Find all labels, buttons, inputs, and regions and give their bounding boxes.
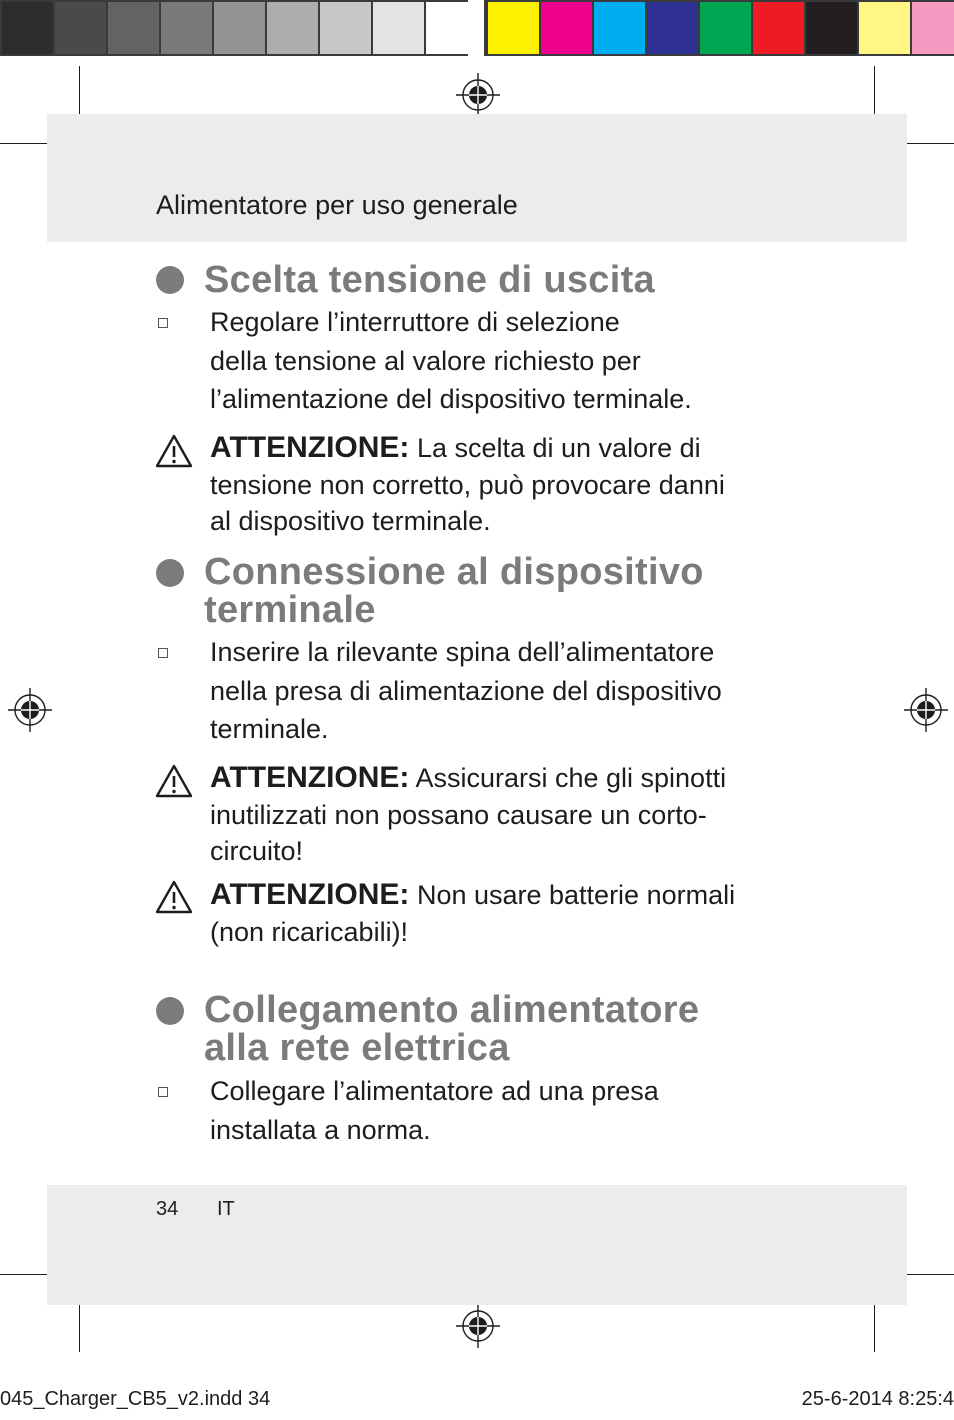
step-checkbox [158,1087,168,1097]
color-swatch [806,2,857,54]
gray-swatch [214,2,265,54]
step-text: Collegare l’alimentatore ad una presa installata a norma. [210,1076,659,1145]
step-checkbox [158,648,168,658]
section-heading: Connessione al dispositivo terminale [204,551,704,631]
color-swatch [700,2,751,54]
color-swatch [594,2,645,54]
section-heading: Scelta tensione di uscita [204,259,655,301]
step-text: Inserire la rilevante spina dell’alimentatore nella presa di alimentazione del dispositivo terminale. [210,637,722,744]
color-swatch [541,2,592,54]
section-bullet [156,559,184,587]
registration-mark-icon [456,1304,500,1348]
color-swatch [753,2,804,54]
warning-triangle-icon [155,434,193,468]
warning-text: ATTENZIONE: Assicurarsi che gli spinotti inutilizzati non possano causare un corto- circuito! [210,761,727,866]
gray-swatch [161,2,212,54]
gray-swatch [426,2,477,54]
warning-text: ATTENZIONE: La scelta di un valore di tensione non corretto, può provocare danni al dispositivo terminale. [210,431,725,536]
registration-mark-icon [904,688,948,732]
gray-swatch [373,2,424,54]
page-number: 34 [156,1198,179,1220]
color-swatch [488,2,539,54]
warning-label: ATTENZIONE: [210,761,410,794]
color-swatch [859,2,910,54]
gray-swatch [55,2,106,54]
gray-swatch [2,2,53,54]
warning-triangle-icon [155,764,193,798]
registration-mark-icon [456,73,500,117]
gray-swatch [267,2,318,54]
gray-swatch [320,2,371,54]
header-band [47,114,907,242]
section-heading: Collegamento alimentatore alla rete elettrica [204,989,700,1069]
slug-filename: 045_Charger_CB5_v2.indd 34 [0,1388,271,1410]
color-swatch [647,2,698,54]
warning-triangle-icon [155,880,193,914]
warning-label: ATTENZIONE: [210,878,410,911]
section-bullet [156,266,184,294]
gray-swatch [108,2,159,54]
language-code: IT [217,1198,235,1220]
warning-label: ATTENZIONE: [210,431,410,464]
section-bullet [156,997,184,1025]
step-checkbox [158,318,168,328]
color-swatch [912,2,954,54]
step-text: Regolare l’interruttore di selezione della tensione al valore richiesto per l’alimentazione del dispositivo terminale. [210,307,692,414]
page-header-title: Alimentatore per uso generale [156,190,518,220]
slug-datetime: 25-6-2014 8:25:4 [801,1388,954,1410]
registration-mark-icon [8,688,52,732]
warning-text: ATTENZIONE: Non usare batterie normali (non ricaricabili)! [210,878,736,947]
